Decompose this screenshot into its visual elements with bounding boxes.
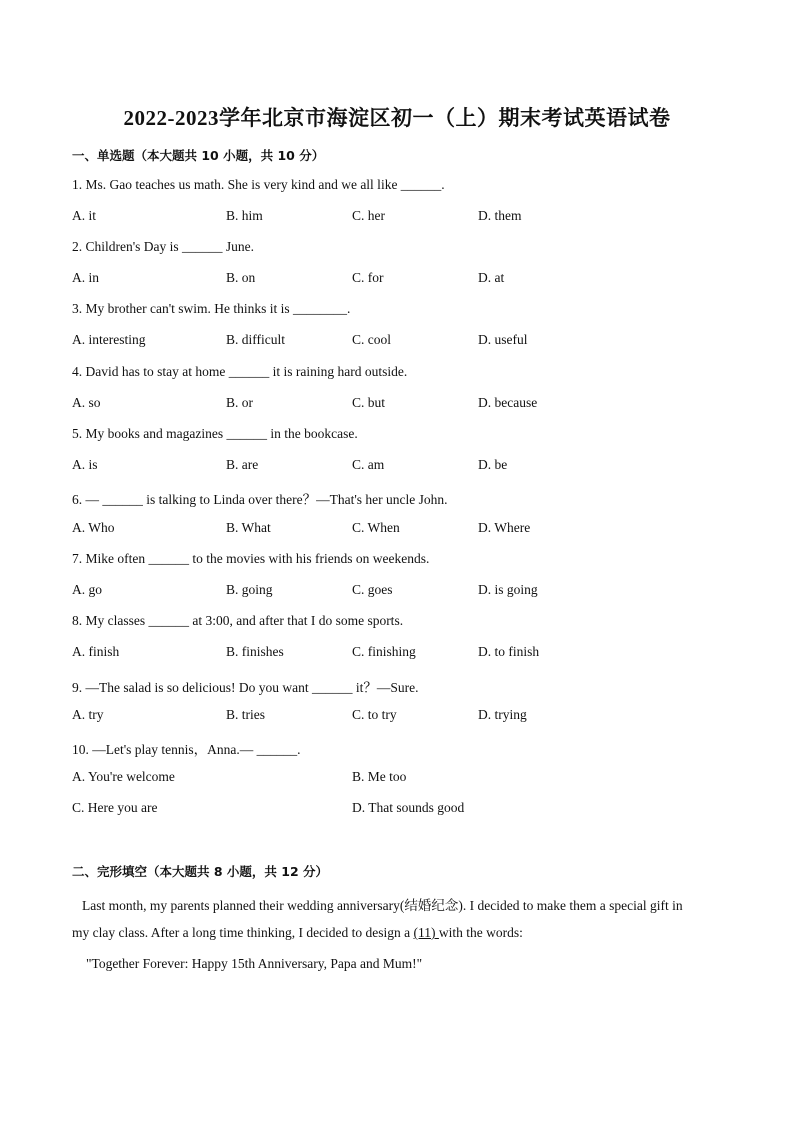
question-10-stem: 10. —Let's play tennis，Anna.— ______. [72,742,301,757]
cloze-blank-11[interactable]: (11) [413,925,439,940]
cloze-paragraph-line-1: Last month, my parents planned their wedding anniversary(结婚纪念). I decided to make them a special gift in [82,898,683,913]
q2-option-b[interactable]: B. on [226,270,256,285]
q6-option-d[interactable]: D. Where [478,520,531,535]
page-title: 2022-2023学年北京市海淀区初一（上）期末考试英语试卷 [123,106,671,130]
question-10-options-row-1 [0,769,794,789]
question-8-options [0,644,794,664]
q9-option-a[interactable]: A. try [72,707,104,722]
question-8-stem: 8. My classes ______ at 3:00, and after that I do some sports. [72,613,404,628]
q2-option-a[interactable]: A. in [72,270,99,285]
question-2-stem: 2. Children's Day is ______ June. [72,239,255,254]
q4-option-a[interactable]: A. so [72,395,101,410]
cloze-line-2-before: my clay class. After a long time thinking, I decided to design a [72,925,414,940]
cloze-quote: "Together Forever: Happy 15th Anniversary, Papa and Mum!" [86,956,423,971]
q1-option-d[interactable]: D. them [478,208,522,223]
question-3-options [0,332,794,352]
section-heading-cloze: 二、完形填空（本大题共 8 小题，共 12 分） [72,864,329,879]
question-5-stem: 5. My books and magazines ______ in the bookcase. [72,426,358,441]
question-5-options [0,457,794,477]
q8-option-a[interactable]: A. finish [72,644,120,659]
question-9-options [0,707,794,727]
question-1-stem: 1. Ms. Gao teaches us math. She is very kind and we all like ______. [72,177,445,192]
q3-option-a[interactable]: A. interesting [72,332,146,347]
question-7-stem: 7. Mike often ______ to the movies with his friends on weekends. [72,551,430,566]
q2-option-c[interactable]: C. for [352,270,384,285]
question-4-stem: 4. David has to stay at home ______ it is raining hard outside. [72,364,408,379]
q6-option-c[interactable]: C. When [352,520,400,535]
q6-option-b[interactable]: B. What [226,520,271,535]
q4-option-b[interactable]: B. or [226,395,253,410]
q9-option-b[interactable]: B. tries [226,707,265,722]
q8-option-d[interactable]: D. to finish [478,644,540,659]
q5-option-c[interactable]: C. am [352,457,385,472]
question-6-options [0,520,794,540]
question-7-options [0,582,794,602]
q5-option-b[interactable]: B. are [226,457,259,472]
question-9-stem: 9. —The salad is so delicious! Do you want ______ it？—Sure. [72,680,419,695]
cloze-paragraph-line-2 [72,925,523,941]
q3-option-b[interactable]: B. difficult [226,332,285,347]
q10-option-c[interactable]: C. Here you are [72,800,158,815]
q2-option-d[interactable]: D. at [478,270,505,285]
q7-option-c[interactable]: C. goes [352,582,393,597]
question-3-stem: 3. My brother can't swim. He thinks it is ________. [72,301,351,316]
q10-option-a[interactable]: A. You're welcome [72,769,175,784]
q7-option-b[interactable]: B. going [226,582,273,597]
question-4-options [0,395,794,415]
q1-option-b[interactable]: B. him [226,208,263,223]
q7-option-a[interactable]: A. go [72,582,102,597]
question-1-options [0,208,794,228]
q4-option-d[interactable]: D. because [478,395,538,410]
q4-option-c[interactable]: C. but [352,395,386,410]
q9-option-c[interactable]: C. to try [352,707,397,722]
section-heading-single-choice: 一、单选题（本大题共 10 小题，共 10 分） [72,148,325,163]
q6-option-a[interactable]: A. Who [72,520,115,535]
q1-option-c[interactable]: C. her [352,208,385,223]
question-2-options [0,270,794,290]
q5-option-d[interactable]: D. be [478,457,508,472]
q10-option-b[interactable]: B. Me too [352,769,407,784]
question-6-stem: 6. — ______ is talking to Linda over there？—That's her uncle John. [72,492,448,507]
q8-option-b[interactable]: B. finishes [226,644,284,659]
q3-option-c[interactable]: C. cool [352,332,391,347]
question-10-options-row-2 [0,800,794,820]
q3-option-d[interactable]: D. useful [478,332,528,347]
q1-option-a[interactable]: A. it [72,208,97,223]
cloze-line-2-after: with the words: [438,925,523,940]
q10-option-d[interactable]: D. That sounds good [352,800,465,815]
q7-option-d[interactable]: D. is going [478,582,538,597]
q8-option-c[interactable]: C. finishing [352,644,416,659]
q5-option-a[interactable]: A. is [72,457,98,472]
q9-option-d[interactable]: D. trying [478,707,527,722]
